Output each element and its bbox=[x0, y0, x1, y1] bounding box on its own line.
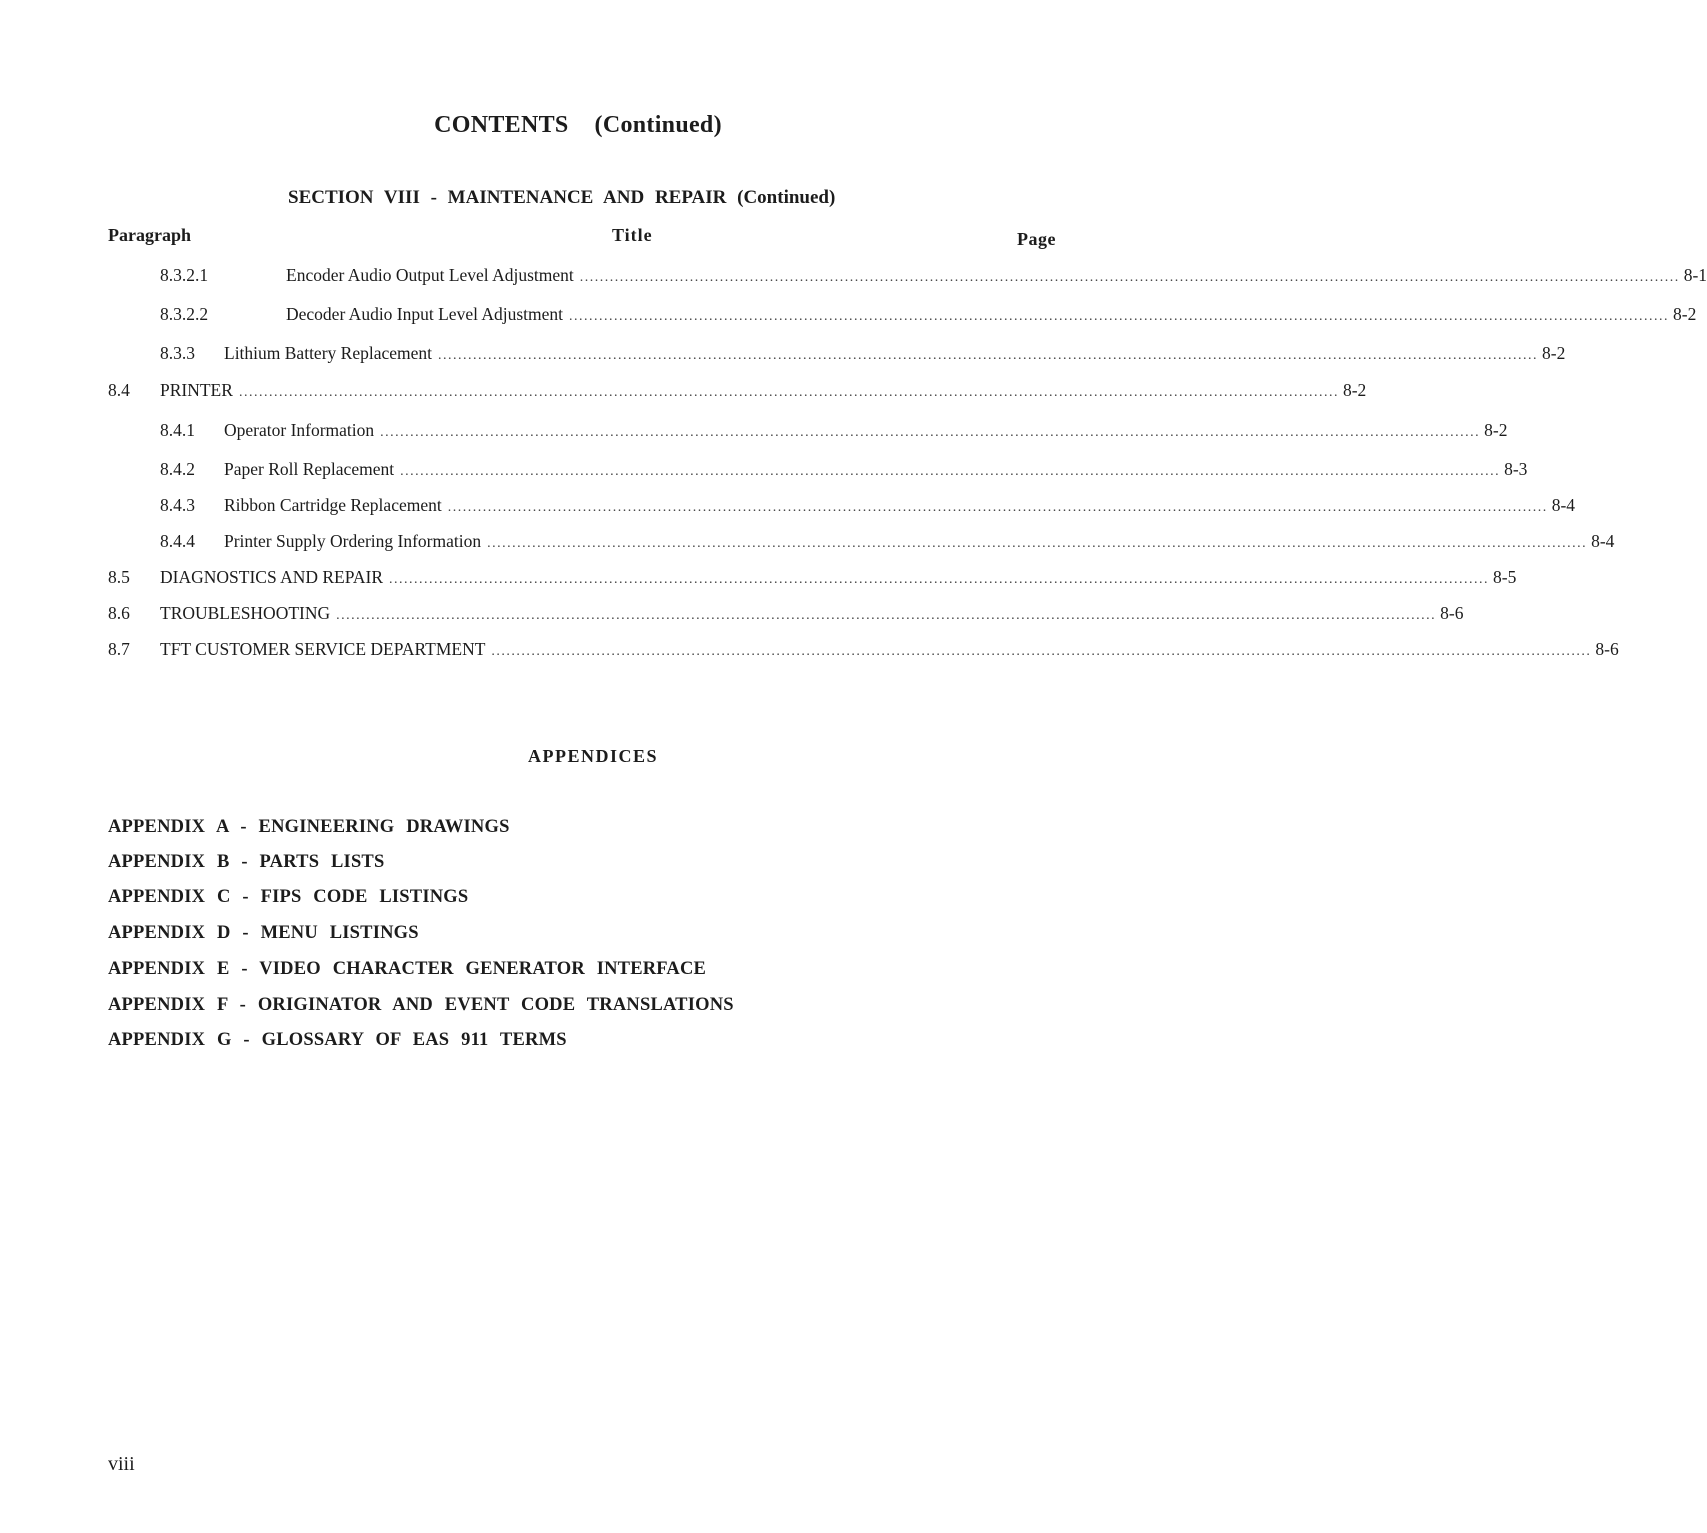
toc-entry-line bbox=[224, 343, 1566, 364]
toc-entry-number: 8.3.2.2 bbox=[160, 304, 209, 324]
column-header-title: Title bbox=[612, 225, 653, 245]
toc-entry-line bbox=[224, 459, 1528, 480]
column-header-page: Page bbox=[1017, 229, 1056, 249]
appendices-heading: APPENDICES bbox=[527, 746, 658, 766]
toc-entry-title: TROUBLESHOOTING bbox=[160, 603, 331, 623]
toc-entry-page: 8-6 bbox=[1440, 603, 1464, 623]
leader-dots: ............................................................................................................................................................................................................................ bbox=[491, 644, 1592, 659]
toc-entry-page: 8-5 bbox=[1493, 567, 1517, 587]
leader-dots: ............................................................................................................................................................................................................................ bbox=[336, 608, 1437, 623]
toc-entry-line bbox=[160, 639, 1619, 660]
toc-entry-8-4[interactable] bbox=[108, 380, 1367, 404]
toc-entry-number: 8.4.1 bbox=[160, 420, 195, 440]
toc-entry-title: Decoder Audio Input Level Adjustment bbox=[286, 304, 564, 324]
toc-entry-8-3-3[interactable] bbox=[108, 343, 1566, 367]
toc-entry-title: Ribbon Cartridge Replacement bbox=[224, 495, 442, 515]
toc-entry-page: 8-4 bbox=[1591, 531, 1615, 551]
toc-entry-page: 8-2 bbox=[1484, 420, 1508, 440]
page-title-sub: (Continued) bbox=[594, 112, 722, 138]
leader-dots: ............................................................................................................................................................................................................................ bbox=[487, 536, 1588, 551]
leader-dots: ............................................................................................................................................................................................................................ bbox=[569, 309, 1670, 324]
toc-entry-page: 8-6 bbox=[1595, 639, 1619, 659]
toc-entry-8-7[interactable] bbox=[108, 639, 1619, 663]
appendix-c[interactable]: APPENDIX C - FIPS CODE LISTINGS bbox=[108, 887, 469, 907]
toc-entry-line bbox=[160, 603, 1464, 624]
appendix-e[interactable]: APPENDIX E - VIDEO CHARACTER GENERATOR INTERFACE bbox=[108, 959, 707, 979]
toc-entry-number: 8.4.3 bbox=[160, 495, 195, 515]
toc-entry-line bbox=[160, 567, 1517, 588]
toc-entry-title: Paper Roll Replacement bbox=[224, 459, 395, 479]
toc-entry-page: 8-2 bbox=[1673, 304, 1697, 324]
toc-entry-8-4-3[interactable] bbox=[108, 495, 1576, 519]
toc-entry-number: 8.4.2 bbox=[160, 459, 195, 479]
page-title-main: CONTENTS bbox=[434, 112, 569, 138]
toc-entry-number: 8.7 bbox=[108, 639, 130, 659]
appendix-d[interactable]: APPENDIX D - MENU LISTINGS bbox=[108, 923, 419, 943]
leader-dots: ............................................................................................................................................................................................................................ bbox=[447, 500, 1548, 515]
toc-entry-page: 8-2 bbox=[1542, 343, 1566, 363]
toc-entry-line bbox=[286, 304, 1697, 325]
leader-dots: ............................................................................................................................................................................................................................ bbox=[579, 270, 1680, 285]
toc-entry-title: Lithium Battery Replacement bbox=[224, 343, 432, 363]
toc-entry-number: 8.4 bbox=[108, 380, 130, 400]
leader-dots: ............................................................................................................................................................................................................................ bbox=[238, 385, 1339, 400]
toc-entry-number: 8.5 bbox=[108, 567, 130, 587]
toc-entry-line bbox=[224, 495, 1576, 516]
toc-entry-line bbox=[224, 420, 1508, 441]
toc-entry-8-5[interactable] bbox=[108, 567, 1517, 591]
toc-entry-title: Printer Supply Ordering Information bbox=[224, 531, 482, 551]
column-header-paragraph: Paragraph bbox=[108, 225, 191, 245]
page-title bbox=[0, 112, 1156, 139]
toc-entry-title: PRINTER bbox=[160, 380, 233, 400]
toc-entry-page: 8-2 bbox=[1342, 380, 1367, 400]
toc-entry-number: 8.6 bbox=[108, 603, 130, 623]
leader-dots: ............................................................................................................................................................................................................................ bbox=[380, 425, 1481, 440]
toc-entry-title: DIAGNOSTICS AND REPAIR bbox=[160, 567, 383, 587]
section-heading: SECTION VIII - MAINTENANCE AND REPAIR (Continued) bbox=[288, 187, 836, 208]
toc-entry-title: TFT CUSTOMER SERVICE DEPARTMENT bbox=[160, 639, 486, 659]
toc-entry-8-3-2-1[interactable] bbox=[108, 265, 1707, 289]
toc-entry-8-3-2-2[interactable] bbox=[108, 304, 1697, 328]
leader-dots: ............................................................................................................................................................................................................................ bbox=[389, 572, 1489, 587]
appendix-f[interactable]: APPENDIX F - ORIGINATOR AND EVENT CODE TRANSLATIONS bbox=[108, 995, 734, 1015]
appendix-b[interactable]: APPENDIX B - PARTS LISTS bbox=[108, 852, 385, 872]
leader-dots: ............................................................................................................................................................................................................................ bbox=[438, 348, 1538, 363]
toc-entry-title: Operator Information bbox=[224, 420, 375, 440]
toc-entry-number: 8.3.2.1 bbox=[160, 265, 209, 285]
leader-dots: ............................................................................................................................................................................................................................ bbox=[400, 464, 1501, 479]
toc-entry-page: 8-3 bbox=[1504, 459, 1528, 479]
page-number: viii bbox=[108, 1453, 135, 1475]
toc-entry-8-4-2[interactable] bbox=[108, 459, 1528, 483]
toc-entry-line bbox=[224, 531, 1615, 552]
appendix-g[interactable]: APPENDIX G - GLOSSARY OF EAS 911 TERMS bbox=[108, 1030, 567, 1050]
toc-entry-line bbox=[160, 380, 1367, 401]
toc-entry-8-6[interactable] bbox=[108, 603, 1464, 627]
appendix-a[interactable]: APPENDIX A - ENGINEERING DRAWINGS bbox=[108, 817, 510, 837]
toc-entry-title: Encoder Audio Output Level Adjustment bbox=[286, 265, 574, 285]
toc-entry-number: 8.3.3 bbox=[160, 343, 195, 363]
toc-entry-8-4-1[interactable] bbox=[108, 420, 1508, 444]
toc-entry-line bbox=[286, 265, 1707, 286]
toc-entry-number: 8.4.4 bbox=[160, 531, 195, 551]
toc-entry-page: 8-1 bbox=[1683, 265, 1707, 285]
toc-entry-page: 8-4 bbox=[1551, 495, 1576, 515]
toc-entry-8-4-4[interactable] bbox=[108, 531, 1615, 555]
